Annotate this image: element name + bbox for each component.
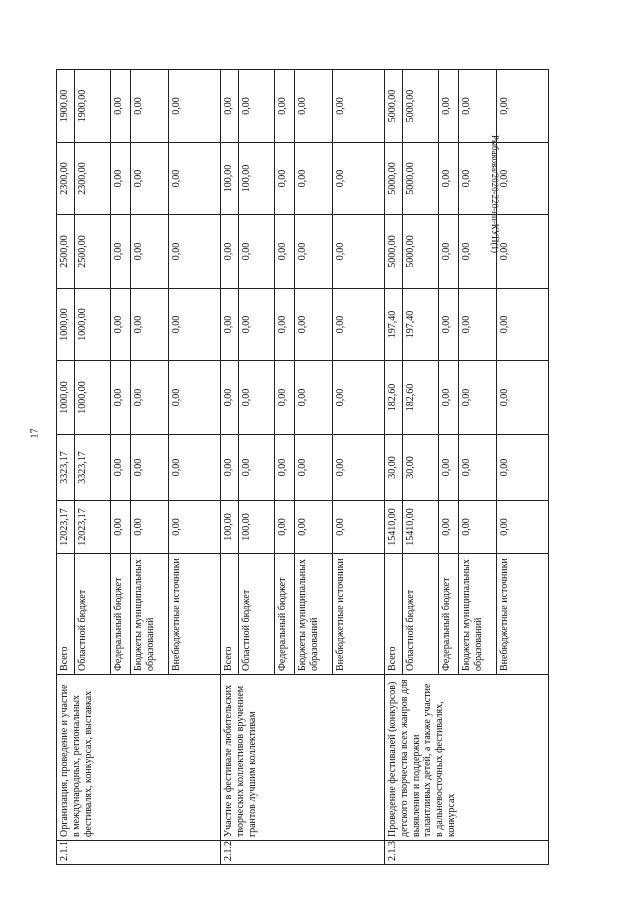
amount-cell: 5000,00 bbox=[385, 143, 403, 215]
amount-cell: 0,00 bbox=[111, 361, 131, 435]
amount-cell: 0,00 bbox=[439, 289, 459, 361]
amount-cell: 2500,00 bbox=[75, 215, 111, 289]
amount-cell: 0,00 bbox=[333, 289, 385, 361]
amount-cell: 0,00 bbox=[497, 215, 549, 289]
amount-cell: 0,00 bbox=[169, 215, 221, 289]
amount-cell: 0,00 bbox=[131, 501, 169, 554]
amount-cell: 182,60 bbox=[385, 361, 403, 435]
amount-cell: 1900,00 bbox=[75, 70, 111, 143]
amount-cell: 0,00 bbox=[295, 143, 333, 215]
amount-cell: 0,00 bbox=[239, 70, 275, 143]
amount-cell: 0,00 bbox=[439, 361, 459, 435]
amount-cell: 0,00 bbox=[459, 289, 497, 361]
amount-cell: 100,00 bbox=[239, 501, 275, 554]
amount-cell: 2500,00 bbox=[57, 215, 75, 289]
amount-cell: 0,00 bbox=[169, 289, 221, 361]
amount-cell: 0,00 bbox=[333, 435, 385, 501]
amount-cell: 2300,00 bbox=[75, 143, 111, 215]
amount-cell: 0,00 bbox=[275, 70, 295, 143]
amount-cell: 0,00 bbox=[439, 435, 459, 501]
funding-source: Бюджеты муниципальных образований bbox=[131, 554, 169, 675]
amount-cell: 1000,00 bbox=[57, 289, 75, 361]
amount-cell: 0,00 bbox=[497, 289, 549, 361]
amount-cell: 0,00 bbox=[497, 361, 549, 435]
amount-cell: 15410,00 bbox=[403, 501, 439, 554]
amount-cell: 5000,00 bbox=[385, 215, 403, 289]
amount-cell: 0,00 bbox=[169, 70, 221, 143]
funding-source: Областной бюджет bbox=[75, 554, 111, 675]
amount-cell: 0,00 bbox=[459, 70, 497, 143]
amount-cell: 0,00 bbox=[239, 289, 275, 361]
amount-cell: 0,00 bbox=[333, 361, 385, 435]
amount-cell: 0,00 bbox=[131, 361, 169, 435]
amount-cell: 0,00 bbox=[439, 215, 459, 289]
amount-cell: 197,40 bbox=[385, 289, 403, 361]
amount-cell: 0,00 bbox=[275, 435, 295, 501]
section-code: 2.1.2 bbox=[221, 841, 385, 865]
funding-source: Всего bbox=[57, 554, 75, 675]
amount-cell: 1000,00 bbox=[57, 361, 75, 435]
amount-cell: 0,00 bbox=[239, 361, 275, 435]
amount-cell: 0,00 bbox=[497, 435, 549, 501]
rotated-page-content bbox=[56, 70, 602, 865]
amount-cell: 0,00 bbox=[169, 501, 221, 554]
amount-cell: 5000,00 bbox=[403, 70, 439, 143]
funding-source: Областной бюджет bbox=[239, 554, 275, 675]
amount-cell: 0,00 bbox=[111, 435, 131, 501]
amount-cell: 0,00 bbox=[221, 215, 239, 289]
amount-cell: 100,00 bbox=[221, 143, 239, 215]
funding-source: Бюджеты муниципальных образований bbox=[459, 554, 497, 675]
amount-cell: 100,00 bbox=[221, 501, 239, 554]
amount-cell: 0,00 bbox=[295, 501, 333, 554]
amount-cell: 0,00 bbox=[169, 143, 221, 215]
table-row bbox=[385, 70, 403, 865]
table-row bbox=[57, 70, 75, 865]
amount-cell: 30,00 bbox=[403, 435, 439, 501]
amount-cell: 0,00 bbox=[111, 215, 131, 289]
budget-table bbox=[56, 69, 549, 865]
funding-source: Областной бюджет bbox=[403, 554, 439, 675]
amount-cell: 0,00 bbox=[497, 501, 549, 554]
amount-cell: 0,00 bbox=[111, 70, 131, 143]
amount-cell: 1900,00 bbox=[57, 70, 75, 143]
amount-cell: 0,00 bbox=[275, 215, 295, 289]
amount-cell: 0,00 bbox=[333, 143, 385, 215]
section-title: Участие в фестивале любительских творческих коллективов вручением грантов лучшим коллективам bbox=[221, 675, 385, 841]
funding-source: Внебюджетные источники bbox=[169, 554, 221, 675]
amount-cell: 0,00 bbox=[221, 70, 239, 143]
amount-cell: 0,00 bbox=[239, 215, 275, 289]
amount-cell: 5000,00 bbox=[403, 215, 439, 289]
amount-cell: 0,00 bbox=[439, 143, 459, 215]
amount-cell: 0,00 bbox=[333, 70, 385, 143]
table-row bbox=[221, 70, 239, 865]
funding-source: Федеральный бюджет bbox=[275, 554, 295, 675]
amount-cell: 0,00 bbox=[239, 435, 275, 501]
amount-cell: 0,00 bbox=[295, 70, 333, 143]
amount-cell: 2300,00 bbox=[57, 143, 75, 215]
amount-cell: 0,00 bbox=[111, 289, 131, 361]
section-title: Проведение фестивалей (конкурсов) детского творчества всех жанров для выявления и поддержки талантливых детей, а также участие в дальневосточных фестивалях, конкурсах bbox=[385, 675, 549, 841]
amount-cell: 0,00 bbox=[497, 70, 549, 143]
amount-cell: 0,00 bbox=[459, 143, 497, 215]
amount-cell: 15410,00 bbox=[385, 501, 403, 554]
amount-cell: 0,00 bbox=[131, 289, 169, 361]
amount-cell: 0,00 bbox=[131, 215, 169, 289]
footer-code: Рыбакова/2020-220-нп-КУП(1) bbox=[490, 135, 500, 253]
amount-cell: 182,60 bbox=[403, 361, 439, 435]
funding-source: Бюджеты муниципальных образований bbox=[295, 554, 333, 675]
amount-cell: 0,00 bbox=[275, 501, 295, 554]
amount-cell: 0,00 bbox=[295, 215, 333, 289]
amount-cell: 0,00 bbox=[295, 289, 333, 361]
amount-cell: 0,00 bbox=[111, 143, 131, 215]
amount-cell: 0,00 bbox=[131, 143, 169, 215]
amount-cell: 0,00 bbox=[459, 501, 497, 554]
amount-cell: 0,00 bbox=[333, 501, 385, 554]
amount-cell: 0,00 bbox=[131, 435, 169, 501]
amount-cell: 0,00 bbox=[131, 70, 169, 143]
amount-cell: 0,00 bbox=[333, 215, 385, 289]
funding-source: Федеральный бюджет bbox=[439, 554, 459, 675]
amount-cell: 0,00 bbox=[221, 361, 239, 435]
amount-cell: 0,00 bbox=[111, 501, 131, 554]
amount-cell: 0,00 bbox=[275, 143, 295, 215]
amount-cell: 0,00 bbox=[295, 361, 333, 435]
table-body bbox=[57, 70, 549, 865]
amount-cell: 0,00 bbox=[275, 289, 295, 361]
section-title: Организация, проведение и участие в международных, региональных фестивалях, конкурсах, выставках bbox=[57, 675, 221, 841]
section-code: 2.1.3 bbox=[385, 841, 549, 865]
amount-cell: 0,00 bbox=[275, 361, 295, 435]
amount-cell: 1000,00 bbox=[75, 289, 111, 361]
funding-source: Федеральный бюджет bbox=[111, 554, 131, 675]
amount-cell: 0,00 bbox=[459, 435, 497, 501]
amount-cell: 0,00 bbox=[295, 435, 333, 501]
funding-source: Внебюджетные источники bbox=[333, 554, 385, 675]
funding-source: Внебюджетные источники bbox=[497, 554, 549, 675]
amount-cell: 0,00 bbox=[439, 70, 459, 143]
amount-cell: 12023,17 bbox=[75, 501, 111, 554]
amount-cell: 1000,00 bbox=[75, 361, 111, 435]
amount-cell: 3323,17 bbox=[57, 435, 75, 501]
amount-cell: 197,40 bbox=[403, 289, 439, 361]
amount-cell: 5000,00 bbox=[403, 143, 439, 215]
amount-cell: 30,00 bbox=[385, 435, 403, 501]
section-code: 2.1.1 bbox=[57, 841, 221, 865]
amount-cell: 0,00 bbox=[169, 361, 221, 435]
amount-cell: 3323,17 bbox=[75, 435, 111, 501]
amount-cell: 5000,00 bbox=[385, 70, 403, 143]
amount-cell: 12023,17 bbox=[57, 501, 75, 554]
funding-source: Всего bbox=[221, 554, 239, 675]
amount-cell: 0,00 bbox=[169, 435, 221, 501]
amount-cell: 0,00 bbox=[497, 143, 549, 215]
funding-source: Всего bbox=[385, 554, 403, 675]
amount-cell: 0,00 bbox=[221, 435, 239, 501]
amount-cell: 0,00 bbox=[221, 289, 239, 361]
page-number: 17 bbox=[29, 428, 41, 439]
amount-cell: 0,00 bbox=[439, 501, 459, 554]
amount-cell: 100,00 bbox=[239, 143, 275, 215]
amount-cell: 0,00 bbox=[459, 215, 497, 289]
amount-cell: 0,00 bbox=[459, 361, 497, 435]
